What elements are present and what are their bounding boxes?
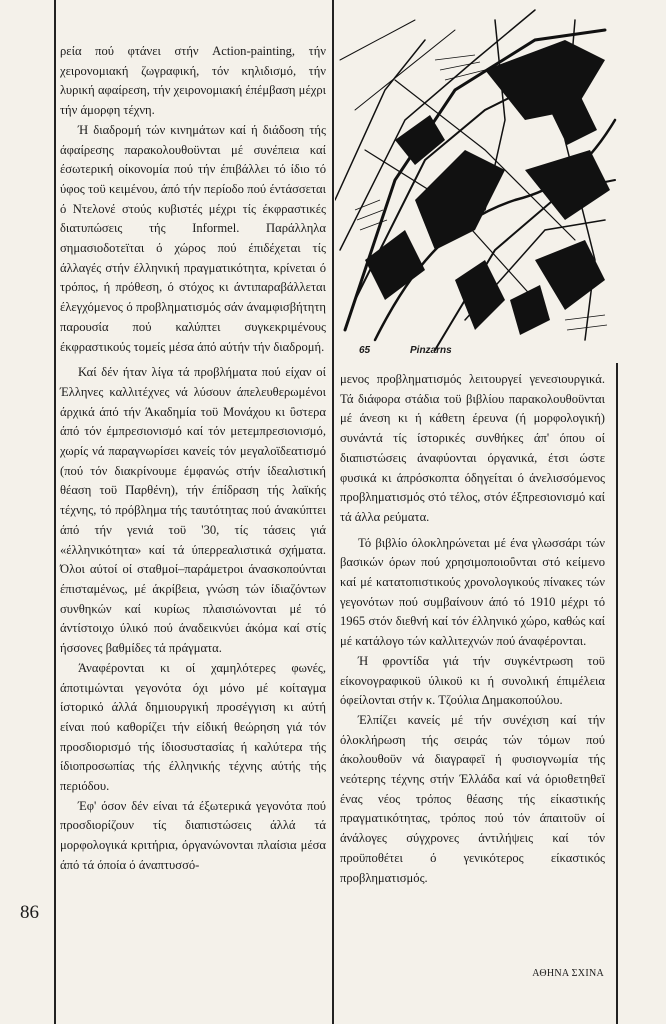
artwork-year-mark: 65	[359, 345, 371, 356]
artist-signature-mark: Pinzarns	[410, 345, 452, 356]
paragraph: Ή διαδρομή τών κινημάτων καί ή διάδοση τής άφαίρεσης παρακολουθοϋνται μέ συνέπεια καί έσωτερική οίκονομία πού τήν έπιβάλλει τό ίδιο τό ύφος τοϋ κειμένου, άπό τήν περίοδο πού έντάσσεται ό Ντελονέ στούς κυβιστές μέχρι τίς έκφραστικές διατυπώσεις τής Informel. Παράλληλα σημασιοδοτεϊται ό χώρος πού έπιδέχεται τίς άλλαγές στήν έλληνική πραγματικότητα, κρίνεται ό τρόπος, ή πρόθεση, ό στόχος κι άντιπαραβάλλεται έλεγχόμενος ό προβληματισμός σάν άναμφισβήτητη παρουσία πού καλύπτει συγκεκριμένους έκφραστικούς τομείς μέσα άπό αύτήν τήν διαδρομή.	[60, 122, 326, 354]
paragraph: Άναφέρονται κι οί χαμηλότερες φωνές, άποτιμώνται γεγονότα όχι μόνο μέ κοίταγμα ίστορικό άλλά δημιουργική προσέγγιση κι αύτή είναι πού καθορίζει τήν είδική θεώρηση γιά τόν προσδιορισμό τής ίδιοσυστασίας ή καλύτερα τής ίδιοπροσωπίας τής έλληνικής τέχνης αύτής τής περιόδου.	[60, 660, 326, 794]
abstract-artwork-image	[335, 0, 618, 363]
page-number: 86	[20, 902, 39, 923]
left-column-rule	[54, 0, 56, 1024]
center-column-rule	[332, 0, 334, 1024]
paragraph: Ή φροντίδα γιά τήν συγκέντρωση τοϋ είκονογραφικοϋ ύλικοϋ κι ή συνολική έπιμέλεια όφείλονται στήν κ. Τζούλια Δημακοπούλου.	[340, 653, 605, 708]
paragraph: Τό βιβλίο όλοκληρώνεται μέ ένα γλωσσάρι τών βασικών όρων πού χρησιμοποιοΰνται στό κείμενο καί μέ κατατοπιστικούς χρονολογικούς πίνακες τών γεγονότων πού συμβαίνουν άπό τό 1910 μέχρι τό 1965 στόν διεθνή καί τόν έλληνικό χώρο, καθώς καί μέ κατάλογο τών καλλιτεχνών πού άναφέρονται.	[340, 535, 605, 649]
paragraph: Καί δέν ήταν λίγα τά προβλήματα πού είχαν οί Έλληνες καλλιτέχνες νά λύσουν άπελευθερωμένοι άρχικά άπό τήν Άκαδημία τοϋ Μονάχου κι ΰστερα άπό τόν έμπρεσιονισμό καί τόν μετεμπρεσιονισμό, χωρίς νά παραγνωρίσει κανείς τόν μεγαλοϊδεατισμό (πού τόν διακρίνουμε έμφανώς στήν ίδεαλιστική θέαση τοϋ Παρθένη), τήν έπίδραση τής λαϊκής τέχνης, τό πρόβλημα τής ταυτότητας πού άνακύπτει άπό τήν γενιά τοϋ '30, τίς τάσεις γιά «έλληνικότητα» καί τά ύπερρεαλιστικά σχήματα. Όλοι αύτοί οί σταθμοί–παράμετροι άνασκοπούνται έπισταμένως, μέ άκρίβεια, γνώση τών ίδιαζόντων συνθηκών καί κυρίως πλαισιώνονται μέ τό άντίστοιχο ύλικό πού άναδεικνύει άκόμα καί στίς ήσσονες βαθμίδες τά πράγματα.	[60, 365, 326, 656]
paragraph: Έλπίζει κανείς μέ τήν συνέχιση καί τήν όλοκλήρωση τής σειράς τών τόμων πού άκολουθοϋν νά διαγραφεϊ ή φυσιογνωμία τής νεότερης τέχνης στήν Έλλάδα καί νά όριοθετηθεϊ ένας νέος τρόπος θέασης τής είκαστικής πραγματικότητας, τρόπος πού τόν άπαιτοϋν οί άνάλογες σύγχρονες άντιλήψεις καί τόν προϋποθέτει ό γενικότερος είκαστικός προβληματισμός.	[340, 712, 605, 885]
right-text-column	[340, 370, 605, 888]
left-text-column	[60, 42, 326, 876]
paragraph: ρεία πού φτάνει στήν Action-painting, τήν χειρονομιακή ζωγραφική, τόν κηλιδισμό, τήν λυρική αφαίρεση, τήν χειρονομιακή έπέμβαση μέχρι τήν άμορφη τέχνη.	[60, 44, 326, 118]
author-signature: ΑΘΗΝΑ ΣΧΙΝΑ	[532, 968, 604, 979]
paragraph: μενος προβληματισμός λειτουργεί γενεσιουργικά. Τά διάφορα στάδια τοϋ βιβλίου παρακολουθοϋνται μέ άνεση κι ή κάθετη έρευνα (ή μορφολογική) συνάντά τίς ίστορικές συνθήκες άπ' όπου οί διαπιστώσεις άναφύονται όργανικά, έτσι ώστε φυσικά κι άπρόσκοπτα όδηγείται ό άνελισσόμενος προβληματισμός στό τέλος, στόν έξπρεσιονισμό καί τά άλλα ρεύματα.	[340, 372, 605, 524]
artwork-drawing	[335, 0, 618, 363]
paragraph: Έφ' όσον δέν είναι τά έξωτερικά γεγονότα πού προσδιορίζουν τίς διαπιστώσεις άλλά τά μορφολογικά κριτήρια, όργανώνονται πλαίσια μέσα άπό τά όποία ό άναπτυσσό-	[60, 798, 326, 872]
